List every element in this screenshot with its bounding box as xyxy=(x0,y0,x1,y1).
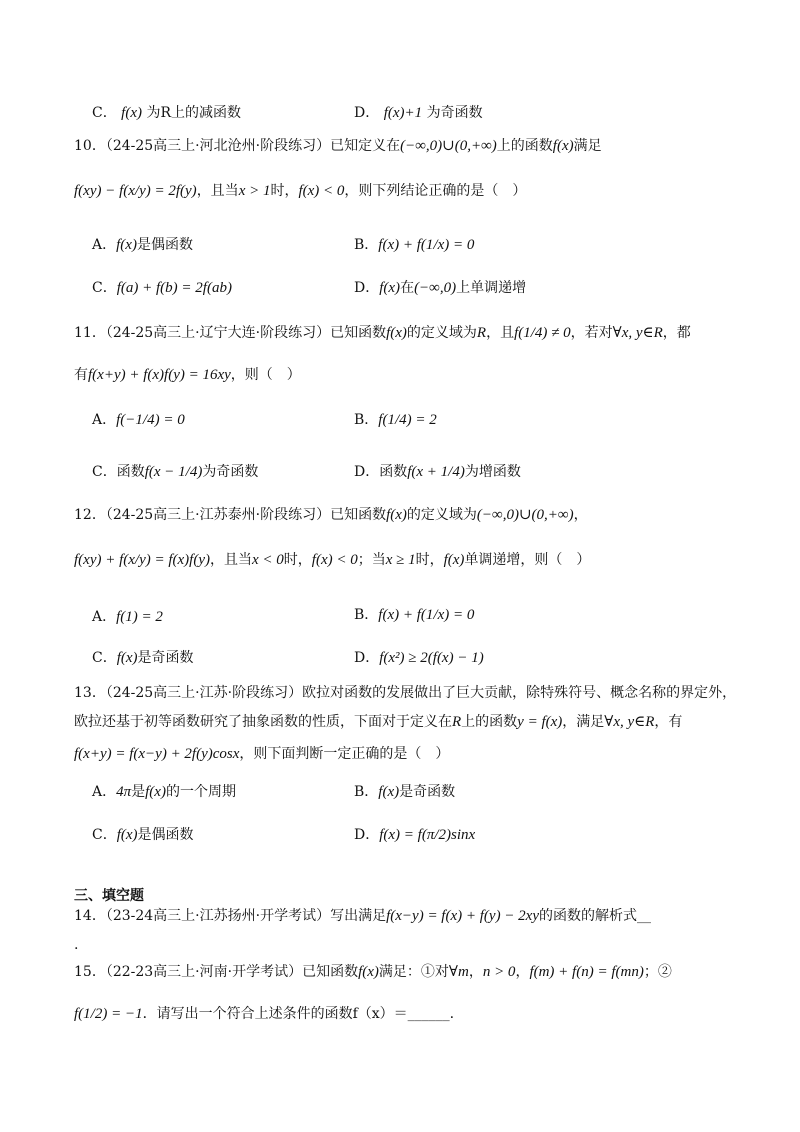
option-label: B． xyxy=(354,784,379,800)
stem-text: 的定义域为 xyxy=(406,507,477,523)
q13-stem-line3 xyxy=(74,744,449,764)
fx-math: f(x) xyxy=(358,964,379,980)
option-text: 在 xyxy=(400,280,415,296)
option-text: 上单调递增 xyxy=(456,280,527,296)
q12-option-a xyxy=(92,607,163,627)
domain-math: (−∞,0)∪(0,+∞) xyxy=(400,138,497,154)
stem-text: ；② xyxy=(643,964,672,980)
function-math: y = f(x) xyxy=(517,714,563,730)
condition-fx: f(x) < 0 xyxy=(298,183,345,199)
stem-text: 已知函数 xyxy=(330,325,387,341)
q11-stem-line2 xyxy=(74,365,301,385)
option-math: f(a) + f(b) = 2f(ab) xyxy=(116,280,232,296)
q15-stem-line1 xyxy=(74,962,672,982)
stem-text: ，有 xyxy=(654,714,683,730)
option-text: 是偶函数 xyxy=(137,827,194,843)
stem-text: . xyxy=(449,1006,455,1022)
stem-text: 欧拉还基于初等函数研究了抽象函数的性质，下面对于定义在 xyxy=(74,714,452,730)
q11-option-d xyxy=(354,462,521,482)
stem-text: ，若对 xyxy=(570,325,613,341)
stem-text: ，则下面判断一定正确的是（ ） xyxy=(239,746,450,762)
condition-x: x < 0 xyxy=(252,552,284,568)
stem-text: ，且 xyxy=(486,325,515,341)
option-text: 是偶函数 xyxy=(136,237,193,253)
q12-option-b xyxy=(354,605,474,625)
fx-math: f(x) xyxy=(552,138,574,154)
stem-text: 时， xyxy=(270,183,299,199)
section-heading: 三、填空题 xyxy=(74,888,144,904)
stem-text: 上的函数 xyxy=(496,138,553,154)
q11-option-a xyxy=(92,410,185,430)
q12-option-c xyxy=(92,648,194,668)
option-math: 4π xyxy=(116,784,132,800)
option-math: f(−1/4) = 0 xyxy=(116,412,185,428)
q11-option-c xyxy=(92,462,258,482)
q12-stem-line1 xyxy=(74,505,588,525)
fx-math: f（x） xyxy=(352,1006,394,1022)
stem-text: ；当 xyxy=(357,552,386,568)
question-number: 12． xyxy=(74,507,106,523)
q12-stem-line2 xyxy=(74,550,590,570)
option-math: f(x) xyxy=(379,280,401,296)
stem-text: 单调递增，则（ ） xyxy=(464,552,591,568)
answer-blank[interactable]: ______ xyxy=(407,1006,450,1022)
stem-text: ，则（ ） xyxy=(230,367,301,383)
option-math: f(x) xyxy=(378,784,400,800)
option-label: B． xyxy=(354,237,379,253)
q14-stem-line1 xyxy=(74,906,651,926)
option-label: C． xyxy=(92,827,117,843)
stem-text: 写出满足 xyxy=(330,908,387,924)
stem-text: 满足：①对 xyxy=(378,964,449,980)
fx-math: f(x) xyxy=(386,325,407,341)
question-source: （24-25高三上·辽宁大连·阶段练习） xyxy=(105,325,331,341)
q10-option-a xyxy=(92,235,193,255)
option-math: f(x − 1/4) xyxy=(144,464,203,480)
option-math: f(x) xyxy=(116,827,138,843)
real-set-math: R xyxy=(476,325,487,341)
stem-text: 时， xyxy=(283,552,312,568)
condition-math: f(1/2) = −1 xyxy=(74,1006,143,1022)
option-label: B． xyxy=(354,607,379,623)
fx-math: f(x) xyxy=(443,552,465,568)
stem-text: 满足 xyxy=(573,138,602,154)
stem-text: ， xyxy=(573,507,588,523)
stem-text: 已知定义在 xyxy=(330,138,401,154)
forall-math: ∀m xyxy=(448,964,469,980)
option-math: f(x) + f(1/x) = 0 xyxy=(378,237,475,253)
stem-text: ，都 xyxy=(662,325,691,341)
stem-text: 时， xyxy=(415,552,444,568)
q13-stem-line1 xyxy=(74,683,736,703)
option-label: B． xyxy=(354,412,379,428)
stem-text: 有 xyxy=(74,367,88,383)
question-source: （24-25高三上·江苏·阶段练习） xyxy=(105,685,303,701)
q13-option-c xyxy=(92,825,194,845)
option-text: 函数 xyxy=(379,464,408,480)
condition-math: f(1/4) ≠ 0 xyxy=(514,325,571,341)
option-label: D． xyxy=(354,464,380,480)
q10-stem-line1 xyxy=(74,136,602,156)
option-text: 为R上的减函数 xyxy=(146,105,241,121)
question-number: 15． xyxy=(74,964,106,980)
stem-text: ， xyxy=(468,964,483,980)
q15-stem-line2 xyxy=(74,1004,454,1024)
q9-option-d xyxy=(354,103,483,123)
question-source: （23-24高三上·江苏扬州·开学考试） xyxy=(105,908,331,924)
fx-math: f(x) xyxy=(386,507,407,523)
question-number: 11． xyxy=(74,325,106,341)
q11-stem-line1 xyxy=(74,323,691,343)
stem-text: ，且当 xyxy=(210,552,252,568)
condition-fx: f(x) < 0 xyxy=(311,552,358,568)
option-math: f(x + 1/4) xyxy=(407,464,465,480)
q11-option-b xyxy=(354,410,437,430)
question-source: （24-25高三上·河北沧州·阶段练习） xyxy=(105,138,331,154)
option-text: 为增函数 xyxy=(464,464,521,480)
question-number: 14． xyxy=(74,908,106,924)
q13-option-b xyxy=(354,782,455,802)
stem-text: 欧拉对函数的发展做出了巨大贡献，除特殊符号、概念名称的界定外， xyxy=(302,685,737,701)
question-source: （22-23高三上·河南·开学考试） xyxy=(105,964,303,980)
q12-option-d xyxy=(354,648,484,668)
option-label: D． xyxy=(354,650,380,666)
option-math: f(1) = 2 xyxy=(116,609,163,625)
option-math: f(x) xyxy=(116,650,138,666)
option-text: 的一个周期 xyxy=(165,784,236,800)
forall-math: ∀x, y∈R xyxy=(604,714,655,730)
question-source: （24-25高三上·江苏泰州·阶段练习） xyxy=(105,507,331,523)
forall-math: ∀x, y∈R xyxy=(612,325,663,341)
condition-math: f(xy) − f(x/y) = 2f(y) xyxy=(74,183,197,199)
equation-math: f(xy) + f(x/y) = f(x)f(y) xyxy=(74,552,210,568)
q10-option-c xyxy=(92,278,232,298)
option-label: A． xyxy=(92,237,117,253)
answer-blank[interactable]: __ xyxy=(637,908,652,924)
condition-x: x > 1 xyxy=(238,183,271,199)
stem-text: ＝ xyxy=(393,1006,408,1022)
equation-math: f(m) + f(n) = f(mn) xyxy=(529,964,644,980)
q10-option-d xyxy=(354,278,526,298)
option-math: f(x²) ≥ 2(f(x) − 1) xyxy=(379,650,484,666)
q9-option-c xyxy=(92,103,241,123)
question-number: 13． xyxy=(74,685,106,701)
option-text: 为奇函数 xyxy=(426,105,483,121)
q14-stem-line2: . xyxy=(74,937,79,953)
option-text: 是 xyxy=(131,784,146,800)
stem-text: 的函数的解析式 xyxy=(539,908,638,924)
option-text: 函数 xyxy=(116,464,145,480)
option-math: f(1/4) = 2 xyxy=(378,412,437,428)
q13-option-d xyxy=(354,825,475,845)
stem-text: 上的函数 xyxy=(461,714,518,730)
equation-math: f(x+y) + f(x)f(y) = 16xy xyxy=(88,367,231,383)
option-label: C． xyxy=(92,280,117,296)
stem-text: ，满足 xyxy=(562,714,605,730)
option-math: (−∞,0) xyxy=(414,280,457,296)
option-text: 是奇函数 xyxy=(399,784,456,800)
q13-stem-line2 xyxy=(74,712,682,732)
option-label: D． xyxy=(354,105,380,121)
q13-option-a xyxy=(92,782,236,802)
option-label: A． xyxy=(92,609,117,625)
option-label: D． xyxy=(354,280,380,296)
stem-text: 已知函数 xyxy=(330,507,387,523)
stem-text: ，则下列结论正确的是（ ） xyxy=(344,183,527,199)
option-label: C． xyxy=(92,464,117,480)
equation-math: f(x−y) = f(x) + f(y) − 2xy xyxy=(386,908,540,924)
option-math: f(x)+1 xyxy=(383,105,423,121)
option-label: A． xyxy=(92,412,117,428)
option-label: D． xyxy=(354,827,380,843)
option-text: 是奇函数 xyxy=(137,650,194,666)
option-math: f(x) xyxy=(121,105,142,121)
stem-text: ， xyxy=(515,964,530,980)
option-math: f(x) xyxy=(116,237,137,253)
real-set-math: R xyxy=(452,714,462,730)
option-text: 为奇函数 xyxy=(202,464,259,480)
option-label: C． xyxy=(92,650,117,666)
equation-math: f(x+y) = f(x−y) + 2f(y)cosx xyxy=(74,746,240,762)
domain-math: (−∞,0)∪(0,+∞) xyxy=(476,507,574,523)
stem-text: ，且当 xyxy=(196,183,239,199)
q10-stem-line2 xyxy=(74,181,526,201)
stem-text: 的定义域为 xyxy=(406,325,477,341)
option-label: C． xyxy=(92,105,117,121)
condition-x: x ≥ 1 xyxy=(385,552,416,568)
option-math: f(x) = f(π/2)sinx xyxy=(379,827,476,843)
condition-math: n > 0 xyxy=(482,964,516,980)
stem-text: 已知函数 xyxy=(302,964,359,980)
option-label: A． xyxy=(92,784,117,800)
option-math: f(x) + f(1/x) = 0 xyxy=(378,607,475,623)
stem-text: ．请写出一个符合上述条件的函数 xyxy=(142,1006,353,1022)
q10-option-b xyxy=(354,235,474,255)
option-math: f(x) xyxy=(145,784,166,800)
question-number: 10． xyxy=(74,138,106,154)
